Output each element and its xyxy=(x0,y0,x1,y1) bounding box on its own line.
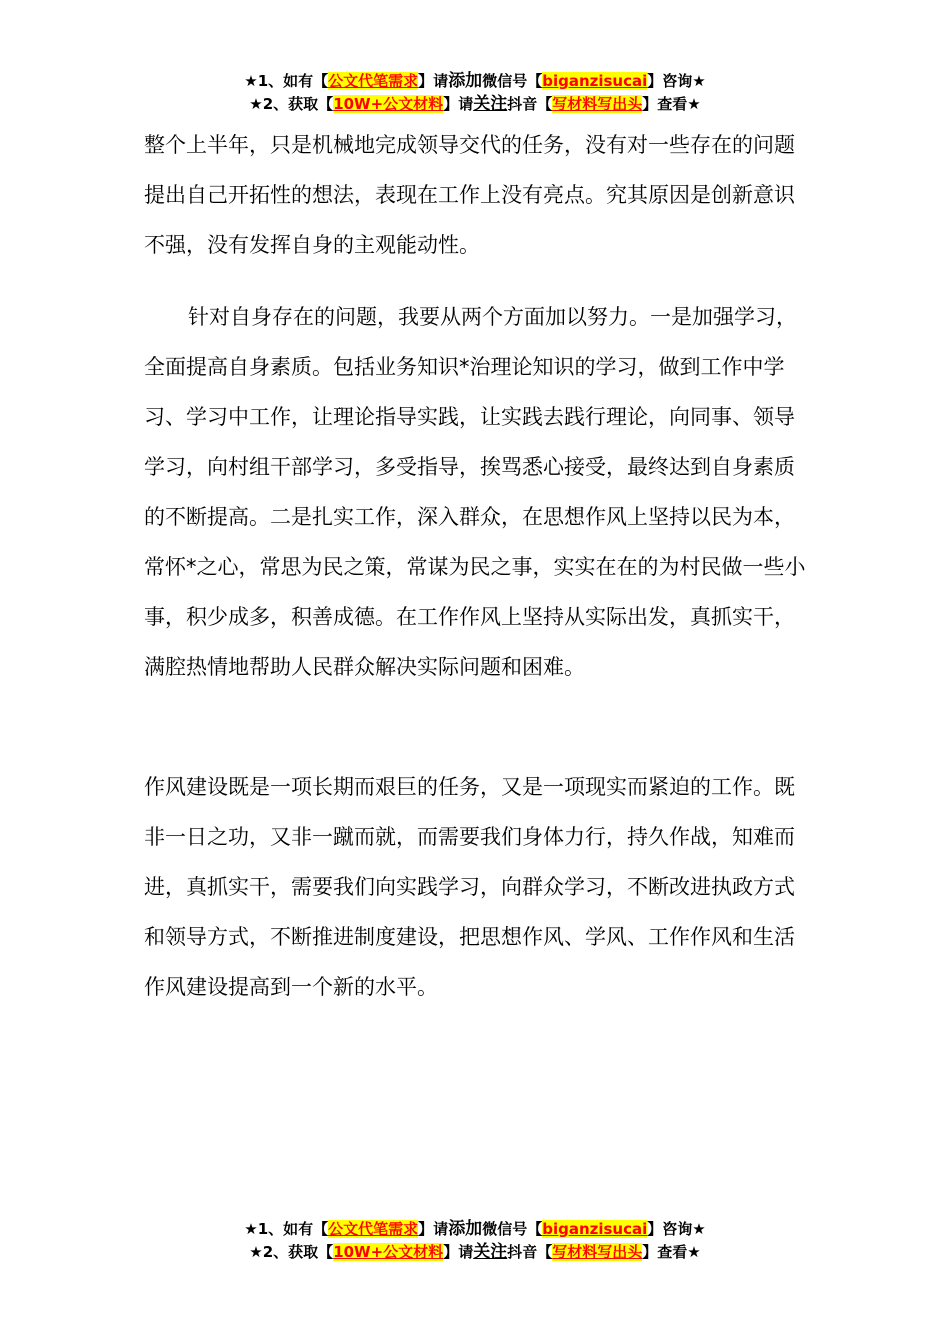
banner-text: 】查看★ xyxy=(642,95,701,113)
banner-highlight: 写材料写出头 xyxy=(552,95,643,113)
banner-text: 】咨询★ xyxy=(647,72,706,90)
banner-text: 抖音【 xyxy=(507,95,553,113)
paragraph-text: 作风建设既是一项长期而艰巨的任务，又是一项现实而紧迫的工作。既非一日之功，又非一蹴而就，而需要我们身体力行，持久作战，知难而进，真抓实干，需要我们向实践学习，向群众学习，不断改进执政方式和领导方式，不断推进制度建设，把思想作风、学风、工作作风和生活作风建设提高到一个新的水平。 xyxy=(144,775,795,999)
banner-text: 】查看★ xyxy=(642,1243,701,1261)
banner-text: ★2、获取【 xyxy=(249,1243,334,1261)
body-paragraph-2 xyxy=(144,292,808,692)
body-paragraph-3 xyxy=(144,762,808,1012)
banner-highlight: 公文代笔需求 xyxy=(328,72,419,90)
banner-text: 】请 xyxy=(418,72,449,90)
paragraph-text: 整个上半年，只是机械地完成领导交代的任务，没有对一些存在的问题提出自己开拓性的想法，表现在工作上没有亮点。究其原因是创新意识不强，没有发挥自身的主观能动性。 xyxy=(144,133,795,257)
banner-text: 抖音【 xyxy=(507,1243,553,1261)
banner-emphasis: 添加 xyxy=(448,1219,483,1239)
banner-text: 微信号【 xyxy=(482,72,543,90)
footer-banner-line-1 xyxy=(0,1218,950,1241)
header-banner-line-2 xyxy=(0,93,950,116)
banner-highlight: 公文代笔需求 xyxy=(328,1220,419,1238)
header-banner-line-1 xyxy=(0,70,950,93)
banner-highlight: biganzisucai xyxy=(542,72,648,90)
banner-emphasis: 添加 xyxy=(448,71,483,91)
banner-highlight: biganzisucai xyxy=(542,1220,648,1238)
banner-emphasis: 关注 xyxy=(473,94,508,114)
banner-emphasis: 关注 xyxy=(473,1242,508,1262)
body-paragraph-1 xyxy=(144,120,808,270)
banner-text: 】请 xyxy=(443,1243,474,1261)
paragraph-text: 针对自身存在的问题，我要从两个方面加以努力。一是加强学习，全面提高自身素质。包括业务知识*治理论知识的学习，做到工作中学习、学习中工作，让理论指导实践，让实践去践行理论，向同事、领导学习，向村组干部学习，多受指导，挨骂悉心接受，最终达到自身素质的不断提高。二是扎实工作，深入群众，在思想作风上坚持以民为本，常怀*之心，常思为民之策，常谋为民之事，实实在在的为村民做一些小事，积少成多，积善成德。在工作作风上坚持从实际出发，真抓实干，满腔热情地帮助人民群众解决实际问题和困难。 xyxy=(144,305,806,679)
banner-text: 】咨询★ xyxy=(647,1220,706,1238)
banner-highlight: 写材料写出头 xyxy=(552,1243,643,1261)
banner-text: ★2、获取【 xyxy=(249,95,334,113)
banner-highlight: 10W+公文材料 xyxy=(333,95,444,113)
footer-banner-line-2 xyxy=(0,1241,950,1264)
banner-highlight: 10W+公文材料 xyxy=(333,1243,444,1261)
banner-text: 】请 xyxy=(443,95,474,113)
banner-text: 微信号【 xyxy=(482,1220,543,1238)
banner-text: ★1、如有【 xyxy=(244,72,329,90)
banner-text: ★1、如有【 xyxy=(244,1220,329,1238)
banner-text: 】请 xyxy=(418,1220,449,1238)
